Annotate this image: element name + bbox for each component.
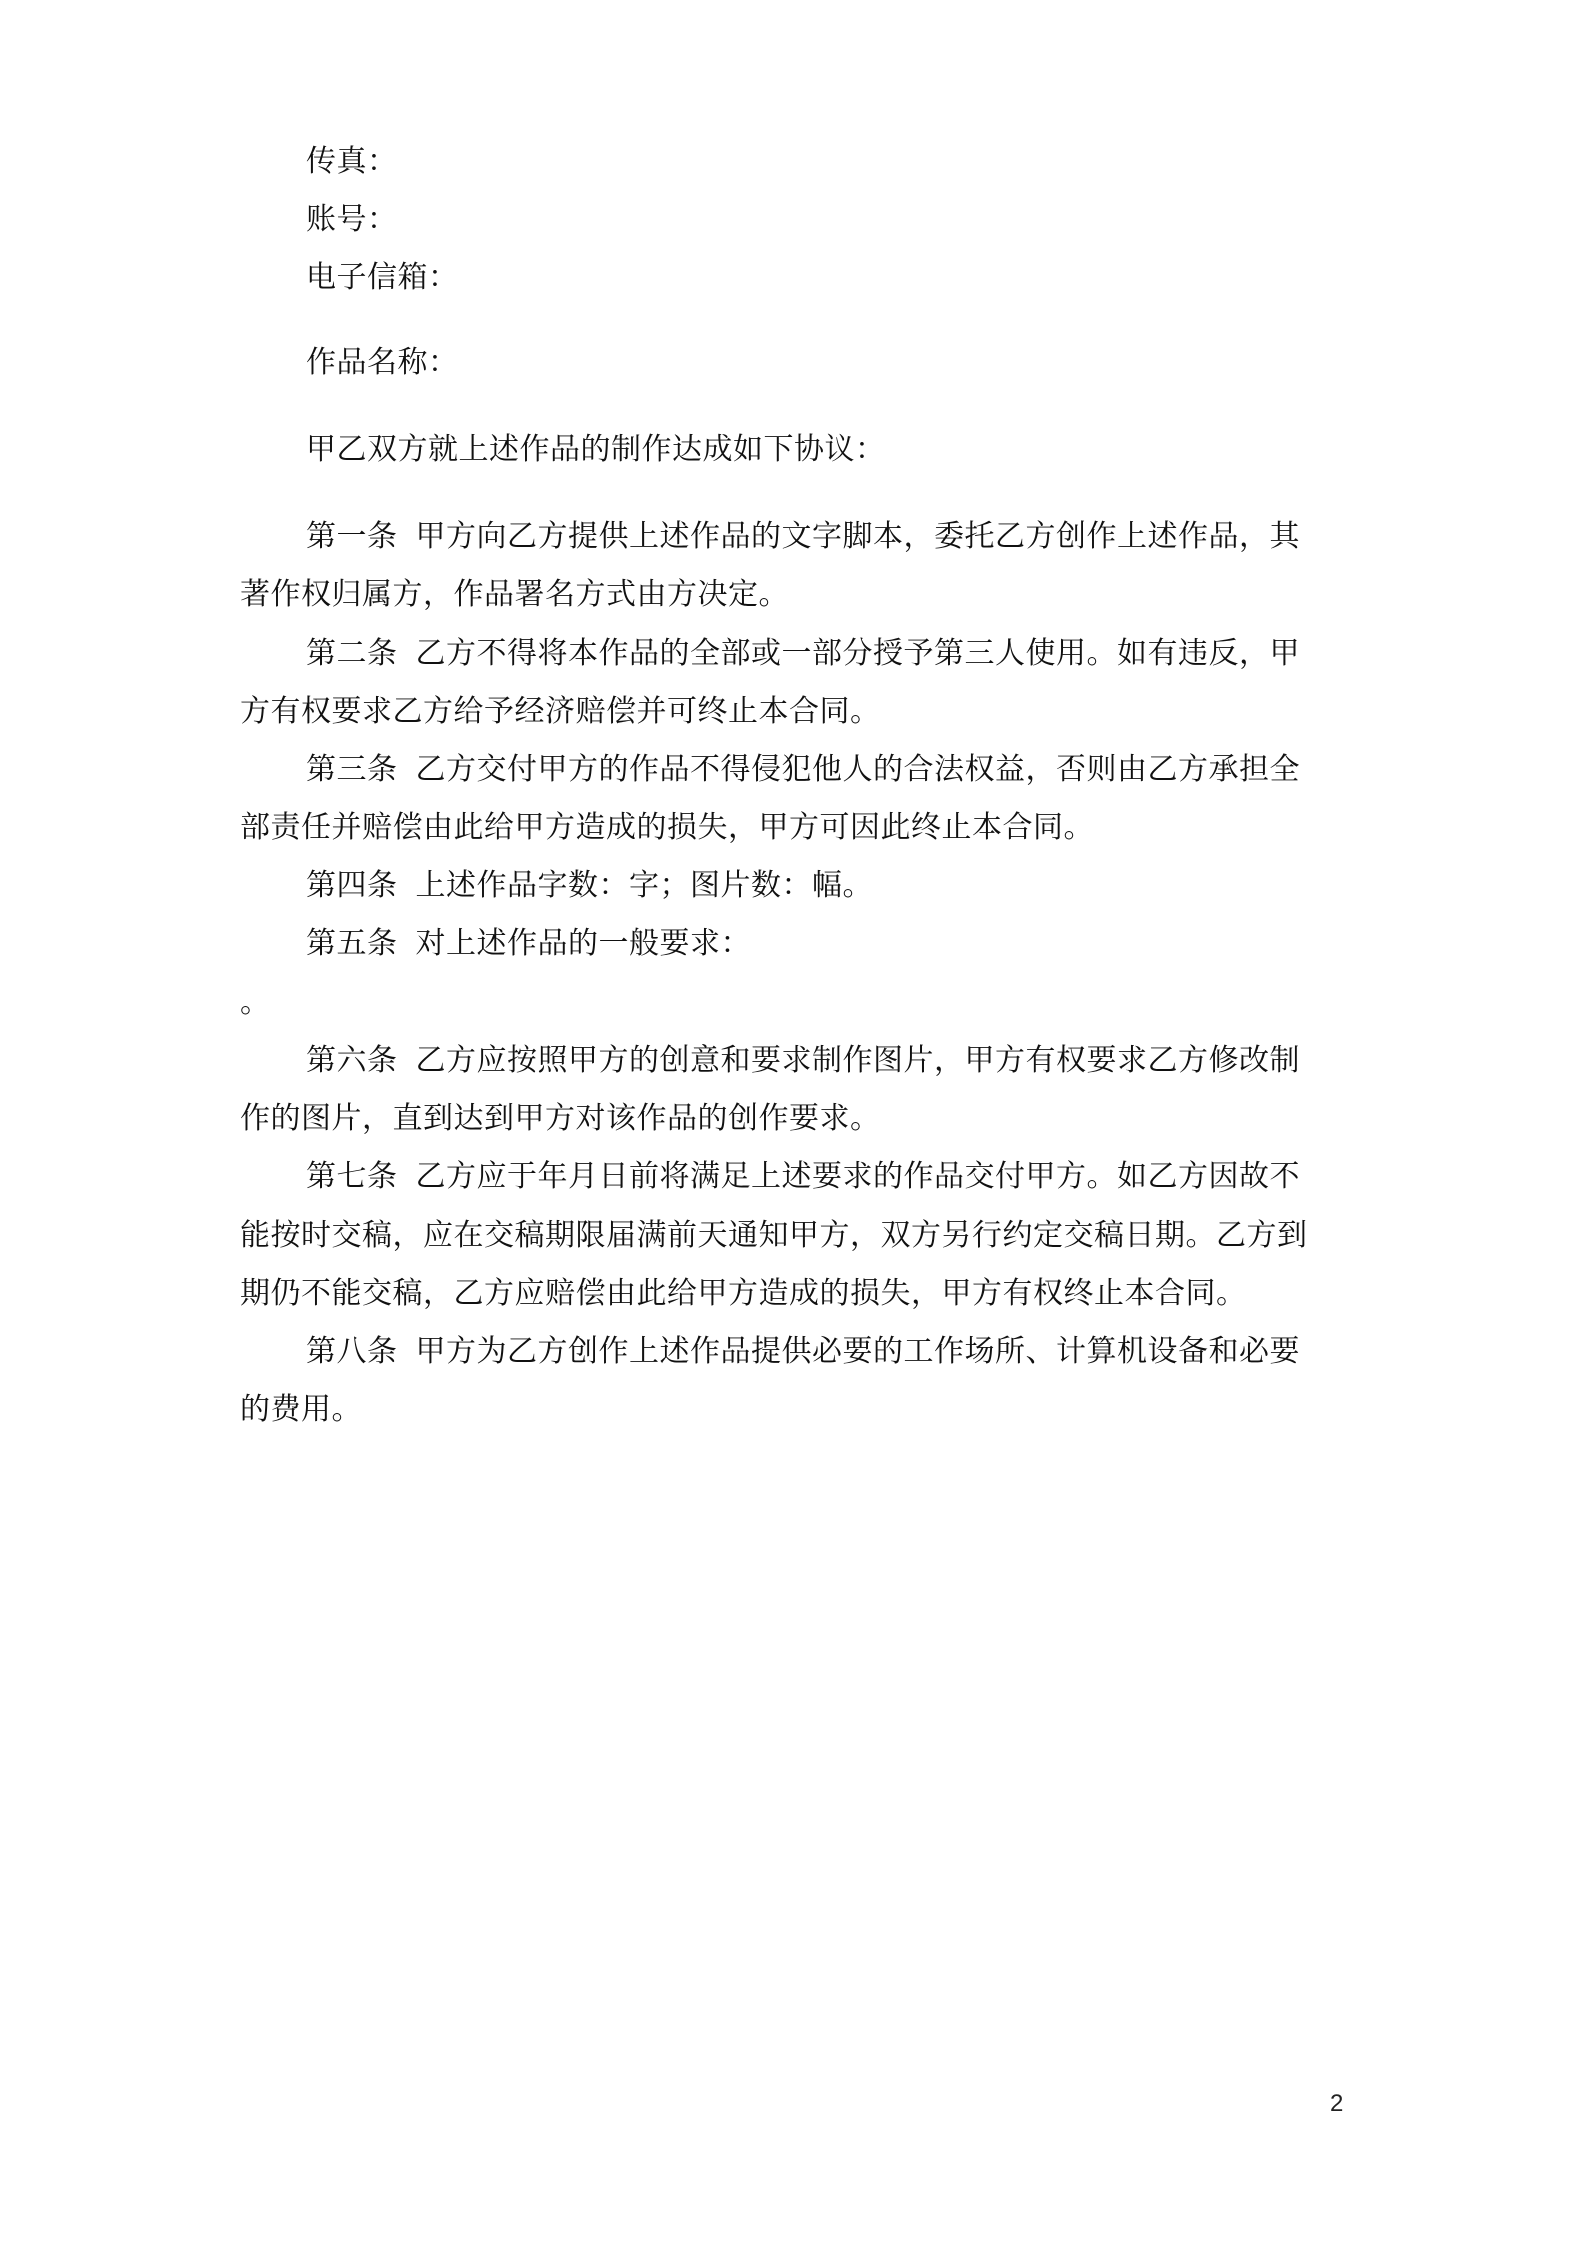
article-5-line-1 — [306, 926, 751, 962]
article-1-line-1 — [306, 519, 1300, 555]
article-8-line-1 — [306, 1334, 1300, 1370]
article-7-label: 第七条 — [306, 1159, 398, 1194]
article-2-label: 第二条 — [306, 636, 398, 671]
article-6-line-1 — [306, 1043, 1300, 1079]
article-4-text: 上述作品字数：字；图片数：幅。 — [415, 868, 873, 903]
article-3-text: 乙方交付甲方的作品不得侵犯他人的合法权益，否则由乙方承担全 — [415, 752, 1300, 787]
email-field-label: 电子信箱： — [306, 260, 459, 295]
agreement-intro: 甲乙双方就上述作品的制作达成如下协议： — [306, 432, 886, 467]
article-5-label: 第五条 — [306, 926, 398, 961]
article-4-label: 第四条 — [306, 868, 398, 903]
article-6-label: 第六条 — [306, 1043, 398, 1078]
article-8-label: 第八条 — [306, 1334, 398, 1369]
article-6-text: 乙方应按照甲方的创意和要求制作图片，甲方有权要求乙方修改制 — [415, 1043, 1300, 1078]
article-1-line-2: 著作权归属方，作品署名方式由方决定。 — [240, 577, 789, 612]
article-3-line-1 — [306, 752, 1300, 788]
article-2-text: 乙方不得将本作品的全部或一部分授予第三人使用。如有违反，甲 — [415, 636, 1300, 671]
page-number: 2 — [1330, 2090, 1344, 2117]
article-7-line-2: 能按时交稿，应在交稿期限届满前天通知甲方，双方另行约定交稿日期。乙方到 — [240, 1218, 1308, 1253]
article-1-text: 甲方向乙方提供上述作品的文字脚本，委托乙方创作上述作品，其 — [415, 519, 1300, 554]
article-5-line-2: 。 — [240, 985, 271, 1020]
article-5-text: 对上述作品的一般要求： — [415, 926, 751, 961]
article-6-line-2: 作的图片，直到达到甲方对该作品的创作要求。 — [240, 1101, 881, 1136]
article-7-line-3: 期仍不能交稿，乙方应赔偿由此给甲方造成的损失，甲方有权终止本合同。 — [240, 1276, 1247, 1311]
article-8-text: 甲方为乙方创作上述作品提供必要的工作场所、计算机设备和必要 — [415, 1334, 1300, 1369]
article-7-text: 乙方应于年月日前将满足上述要求的作品交付甲方。如乙方因故不 — [415, 1159, 1300, 1194]
fax-field-label: 传真： — [306, 144, 398, 179]
article-3-line-2: 部责任并赔偿由此给甲方造成的损失，甲方可因此终止本合同。 — [240, 810, 1094, 845]
article-8-line-2: 的费用。 — [240, 1392, 362, 1427]
article-2-line-2: 方有权要求乙方给予经济赔偿并可终止本合同。 — [240, 694, 881, 729]
article-2-line-1 — [306, 636, 1300, 672]
article-4-line-1 — [306, 868, 873, 904]
article-3-label: 第三条 — [306, 752, 398, 787]
account-field-label: 账号： — [306, 202, 398, 237]
article-1-label: 第一条 — [306, 519, 398, 554]
work-name-field-label: 作品名称： — [306, 345, 459, 380]
article-7-line-1 — [306, 1159, 1300, 1195]
